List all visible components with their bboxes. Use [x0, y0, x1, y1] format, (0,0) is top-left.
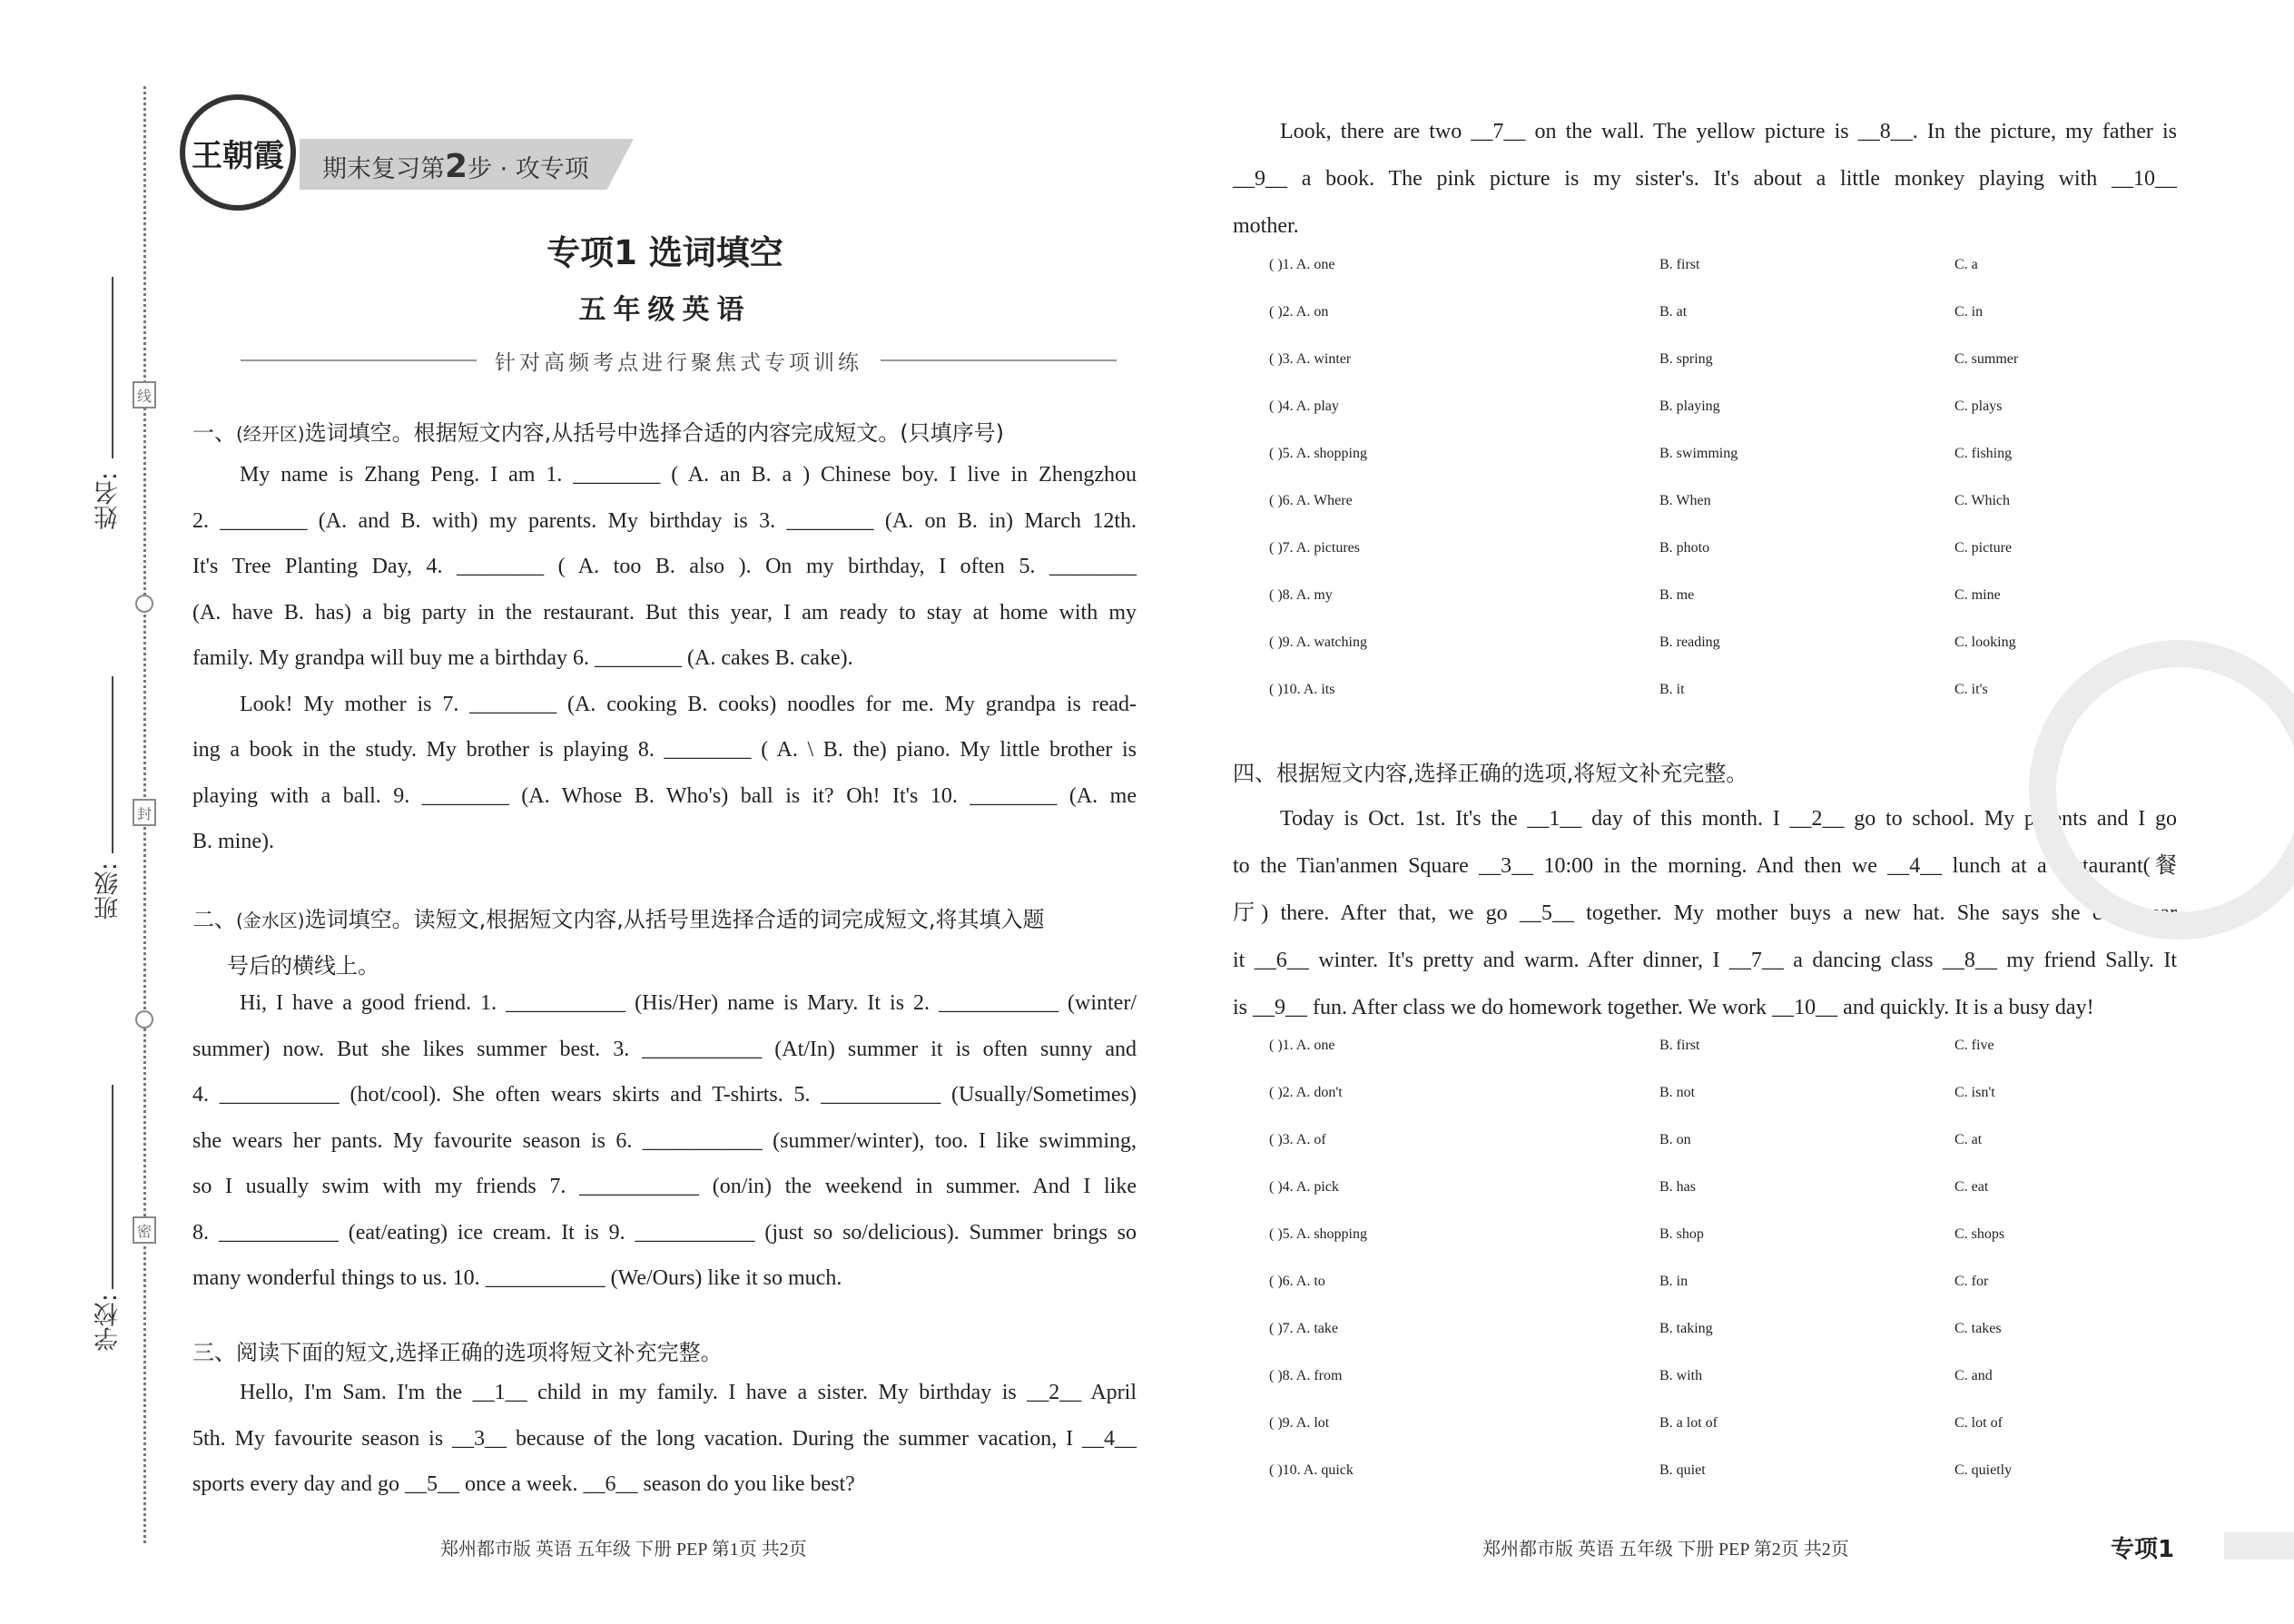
option-a: ( )2. A. don't	[1269, 1085, 1343, 1100]
section3-passage-part1: Hello, I'm Sam. I'm the __1__ child in my family. I have a sister. My birthday is __2__ April 5th. My favourite season is __3__ because of the long vacation. During the summer vacation, I __4__ sports every day and go __5__ once a week. __6__ season do you like best?	[192, 1381, 1137, 1496]
option-a: ( )6. A. to	[1269, 1274, 1325, 1289]
option-row	[1269, 682, 2177, 718]
option-a: ( )3. A. winter	[1269, 351, 1352, 367]
option-row	[1269, 1462, 2177, 1499]
section4-passage: Today is Oct. 1st. It's the __1__ day of this month. I __2__ go to school. My parents and I go to the Tian'anmen Square __3__ 10:00 in the morning. And then we __4__ lunch at a restaurant(餐 厅) there. After that, we go __5__ together. My mother buys a new hat. She says she can wear it __6__ winter. It's pretty and warm. After dinner, I __7__ a dancing class __8__ my friend Sally. It is __9__ fun. After class we do homework together. We work __10__ and quickly. It is a busy day!	[1233, 807, 2177, 1019]
option-row	[1269, 1085, 2177, 1121]
option-b: B. me	[1659, 587, 1695, 603]
option-a: ( )7. A. take	[1269, 1321, 1338, 1336]
section4-options	[1269, 1038, 2177, 1510]
option-b: B. first	[1659, 257, 1700, 272]
option-c: C. quietly	[1954, 1462, 2013, 1478]
option-a: ( )10. A. quick	[1269, 1462, 1354, 1478]
class-label: 班级:	[94, 862, 123, 920]
section3-options	[1269, 257, 2177, 729]
option-row	[1269, 446, 2177, 482]
option-b: B. not	[1659, 1085, 1696, 1100]
section1-passage: My name is Zhang Peng. I am 1. ________ ( A. an B. a ) Chinese boy. I live in Zhengzhou 2. ________ (A. and B. with) my parents. My birthday is 3. ________ (A. on B. in) March 12th. It's Tree Planting Day, 4. ________ ( A. too B. also ). On my birthday, I often 5. ________ (A. have B. has) a big party in the restaurant. But this year, I am ready to stay at home with my family. My grandpa will buy me a birthday 6. ________ (A. cakes B. cake). Look! My mother is 7. ________ (A. cooking B. cooks) noodles for me. My grandpa is read- ing a book in the study. My brother is playing 8. ________ ( A. \ B. the) piano. My little brother is playing with a ball. 9. ________ (A. Whose B. Who's) ball is it? Oh! It's 10. ________ (A. me B. mine).	[192, 463, 1137, 853]
option-a: ( )4. A. play	[1269, 399, 1339, 414]
option-b: B. has	[1659, 1179, 1696, 1195]
footer-left: 郑州都市版 英语 五年级 下册 PEP 第1页 共2页	[440, 1540, 807, 1560]
option-c: C. eat	[1954, 1179, 1989, 1195]
option-b: B. first	[1659, 1038, 1700, 1053]
name-label: 姓名:	[94, 472, 123, 530]
option-a: ( )2. A. on	[1269, 304, 1329, 320]
option-c: C. a	[1954, 257, 1978, 272]
option-row	[1269, 635, 2177, 671]
brand-logo: 王朝霞	[180, 94, 296, 211]
option-row	[1269, 257, 2177, 293]
option-b: B. on	[1659, 1132, 1691, 1147]
section2-passage: Hi, I have a good friend. 1. ___________ (His/Her) name is Mary. It is 2. ___________ (winter/ summer) now. But she likes summer best. 3. ___________ (At/In) summer it is often sunny and 4. ___________ (hot/cool). She often wears skirts and T-shirts. 5. ___________ (Usually/Sometimes) she wears her pants. My favourite season is 6. ___________ (summer/winter), too. I like swimming, so I usually swim with my friends 7. ___________ (on/in) the weekend in summer. And I like 8. ___________ (eat/eating) ice cream. It is 9. ___________ (just so so/delicious). Summer brings so many wonderful things to us. 10. ___________ (We/Ours) like it so much.	[192, 991, 1137, 1290]
section3-heading: 三、阅读下面的短文,选择正确的选项将短文补充完整。	[192, 1340, 723, 1365]
option-row	[1269, 304, 2177, 340]
option-row	[1269, 399, 2177, 435]
option-row	[1269, 540, 2177, 576]
slogan: 针对高频考点进行聚焦式专项训练	[222, 345, 1135, 376]
option-a: ( )1. A. one	[1269, 257, 1335, 272]
seal-tag-feng: 封	[133, 799, 156, 826]
option-a: ( )4. A. pick	[1269, 1179, 1339, 1195]
option-b: B. it	[1659, 682, 1685, 697]
corner-label: 专项1	[2111, 1536, 2175, 1563]
option-row	[1269, 1274, 2177, 1310]
school-blank-line	[112, 1085, 113, 1289]
seal-tag-xian: 线	[133, 381, 156, 408]
option-c: C. in	[1954, 304, 1984, 320]
option-b: B. with	[1659, 1368, 1703, 1383]
option-c: C. five	[1954, 1038, 1994, 1053]
footer-right: 郑州都市版 英语 五年级 下册 PEP 第2页 共2页	[1482, 1540, 1849, 1560]
option-a: ( )10. A. its	[1269, 682, 1335, 697]
option-b: B. at	[1659, 304, 1688, 320]
option-a: ( )8. A. from	[1269, 1368, 1343, 1383]
page-title: 专项1 选词填空	[546, 233, 783, 272]
option-c: C. and	[1954, 1368, 1993, 1383]
section1-heading: 一、(经开区)选词填空。根据短文内容,从括号中选择合适的内容完成短文。(只填序号)	[192, 420, 1004, 446]
seal-tag-mi: 密	[133, 1216, 156, 1244]
option-b: B. playing	[1659, 399, 1720, 414]
option-b: B. in	[1659, 1274, 1689, 1289]
option-a: ( )5. A. shopping	[1269, 446, 1367, 461]
option-c: C. summer	[1954, 351, 2019, 367]
option-row	[1269, 1226, 2177, 1263]
option-b: B. photo	[1659, 540, 1710, 556]
option-row	[1269, 1415, 2177, 1452]
option-row	[1269, 587, 2177, 624]
option-c: C. picture	[1954, 540, 2013, 556]
section3-passage-part2: Look, there are two __7__ on the wall. The yellow picture is __8__. In the picture, my father is __9__ a book. The pink picture is my sister's. It's about a little monkey playing with __10__ mother.	[1233, 120, 2177, 238]
page-subtitle: 五年级英语	[578, 294, 752, 326]
option-c: C. lot of	[1954, 1415, 2003, 1431]
option-a: ( )8. A. my	[1269, 587, 1333, 603]
option-row	[1269, 1179, 2177, 1216]
option-row	[1269, 1368, 2177, 1404]
option-row	[1269, 351, 2177, 388]
option-b: B. taking	[1659, 1321, 1713, 1336]
option-a: ( )6. A. Where	[1269, 493, 1353, 508]
option-c: C. for	[1954, 1274, 1989, 1289]
option-a: ( )7. A. pictures	[1269, 540, 1360, 556]
school-label: 学校:	[94, 1294, 123, 1352]
option-c: C. mine	[1954, 587, 2001, 603]
section4-heading: 四、根据短文内容,选择正确的选项,将短文补充完整。	[1233, 761, 1748, 786]
option-row	[1269, 1038, 2177, 1074]
option-c: C. at	[1954, 1132, 1983, 1147]
option-b: B. shop	[1659, 1226, 1704, 1242]
option-row	[1269, 1321, 2177, 1357]
option-row	[1269, 493, 2177, 529]
option-a: ( )9. A. lot	[1269, 1415, 1330, 1431]
option-c: C. takes	[1954, 1321, 2002, 1336]
option-b: B. When	[1659, 493, 1711, 508]
class-blank-line	[112, 676, 113, 853]
option-a: ( )9. A. watching	[1269, 635, 1367, 650]
binding-hole-icon	[135, 1010, 153, 1029]
binding-hole-icon	[135, 595, 153, 613]
option-b: B. reading	[1659, 635, 1720, 650]
option-a: ( )3. A. of	[1269, 1132, 1326, 1147]
option-c: C. plays	[1954, 399, 2003, 414]
option-b: B. quiet	[1659, 1462, 1706, 1478]
option-c: C. fishing	[1954, 446, 2013, 461]
option-c: C. it's	[1954, 682, 1988, 697]
option-c: C. isn't	[1954, 1085, 1995, 1100]
option-c: C. looking	[1954, 635, 2016, 650]
option-a: ( )1. A. one	[1269, 1038, 1335, 1053]
option-c: C. shops	[1954, 1226, 2005, 1242]
option-a: ( )5. A. shopping	[1269, 1226, 1367, 1242]
option-b: B. swimming	[1659, 446, 1738, 461]
option-b: B. a lot of	[1659, 1415, 1718, 1431]
option-b: B. spring	[1659, 351, 1713, 367]
banner-text: 期末复习第2步 · 攻专项	[322, 148, 589, 185]
section2-heading: 二、(金水区)选词填空。读短文,根据短文内容,从括号里选择合适的词完成短文,将其填入题 号后的横线上。	[192, 907, 1045, 979]
option-c: C. Which	[1954, 493, 2011, 508]
corner-bar	[2224, 1532, 2294, 1560]
option-row	[1269, 1132, 2177, 1168]
